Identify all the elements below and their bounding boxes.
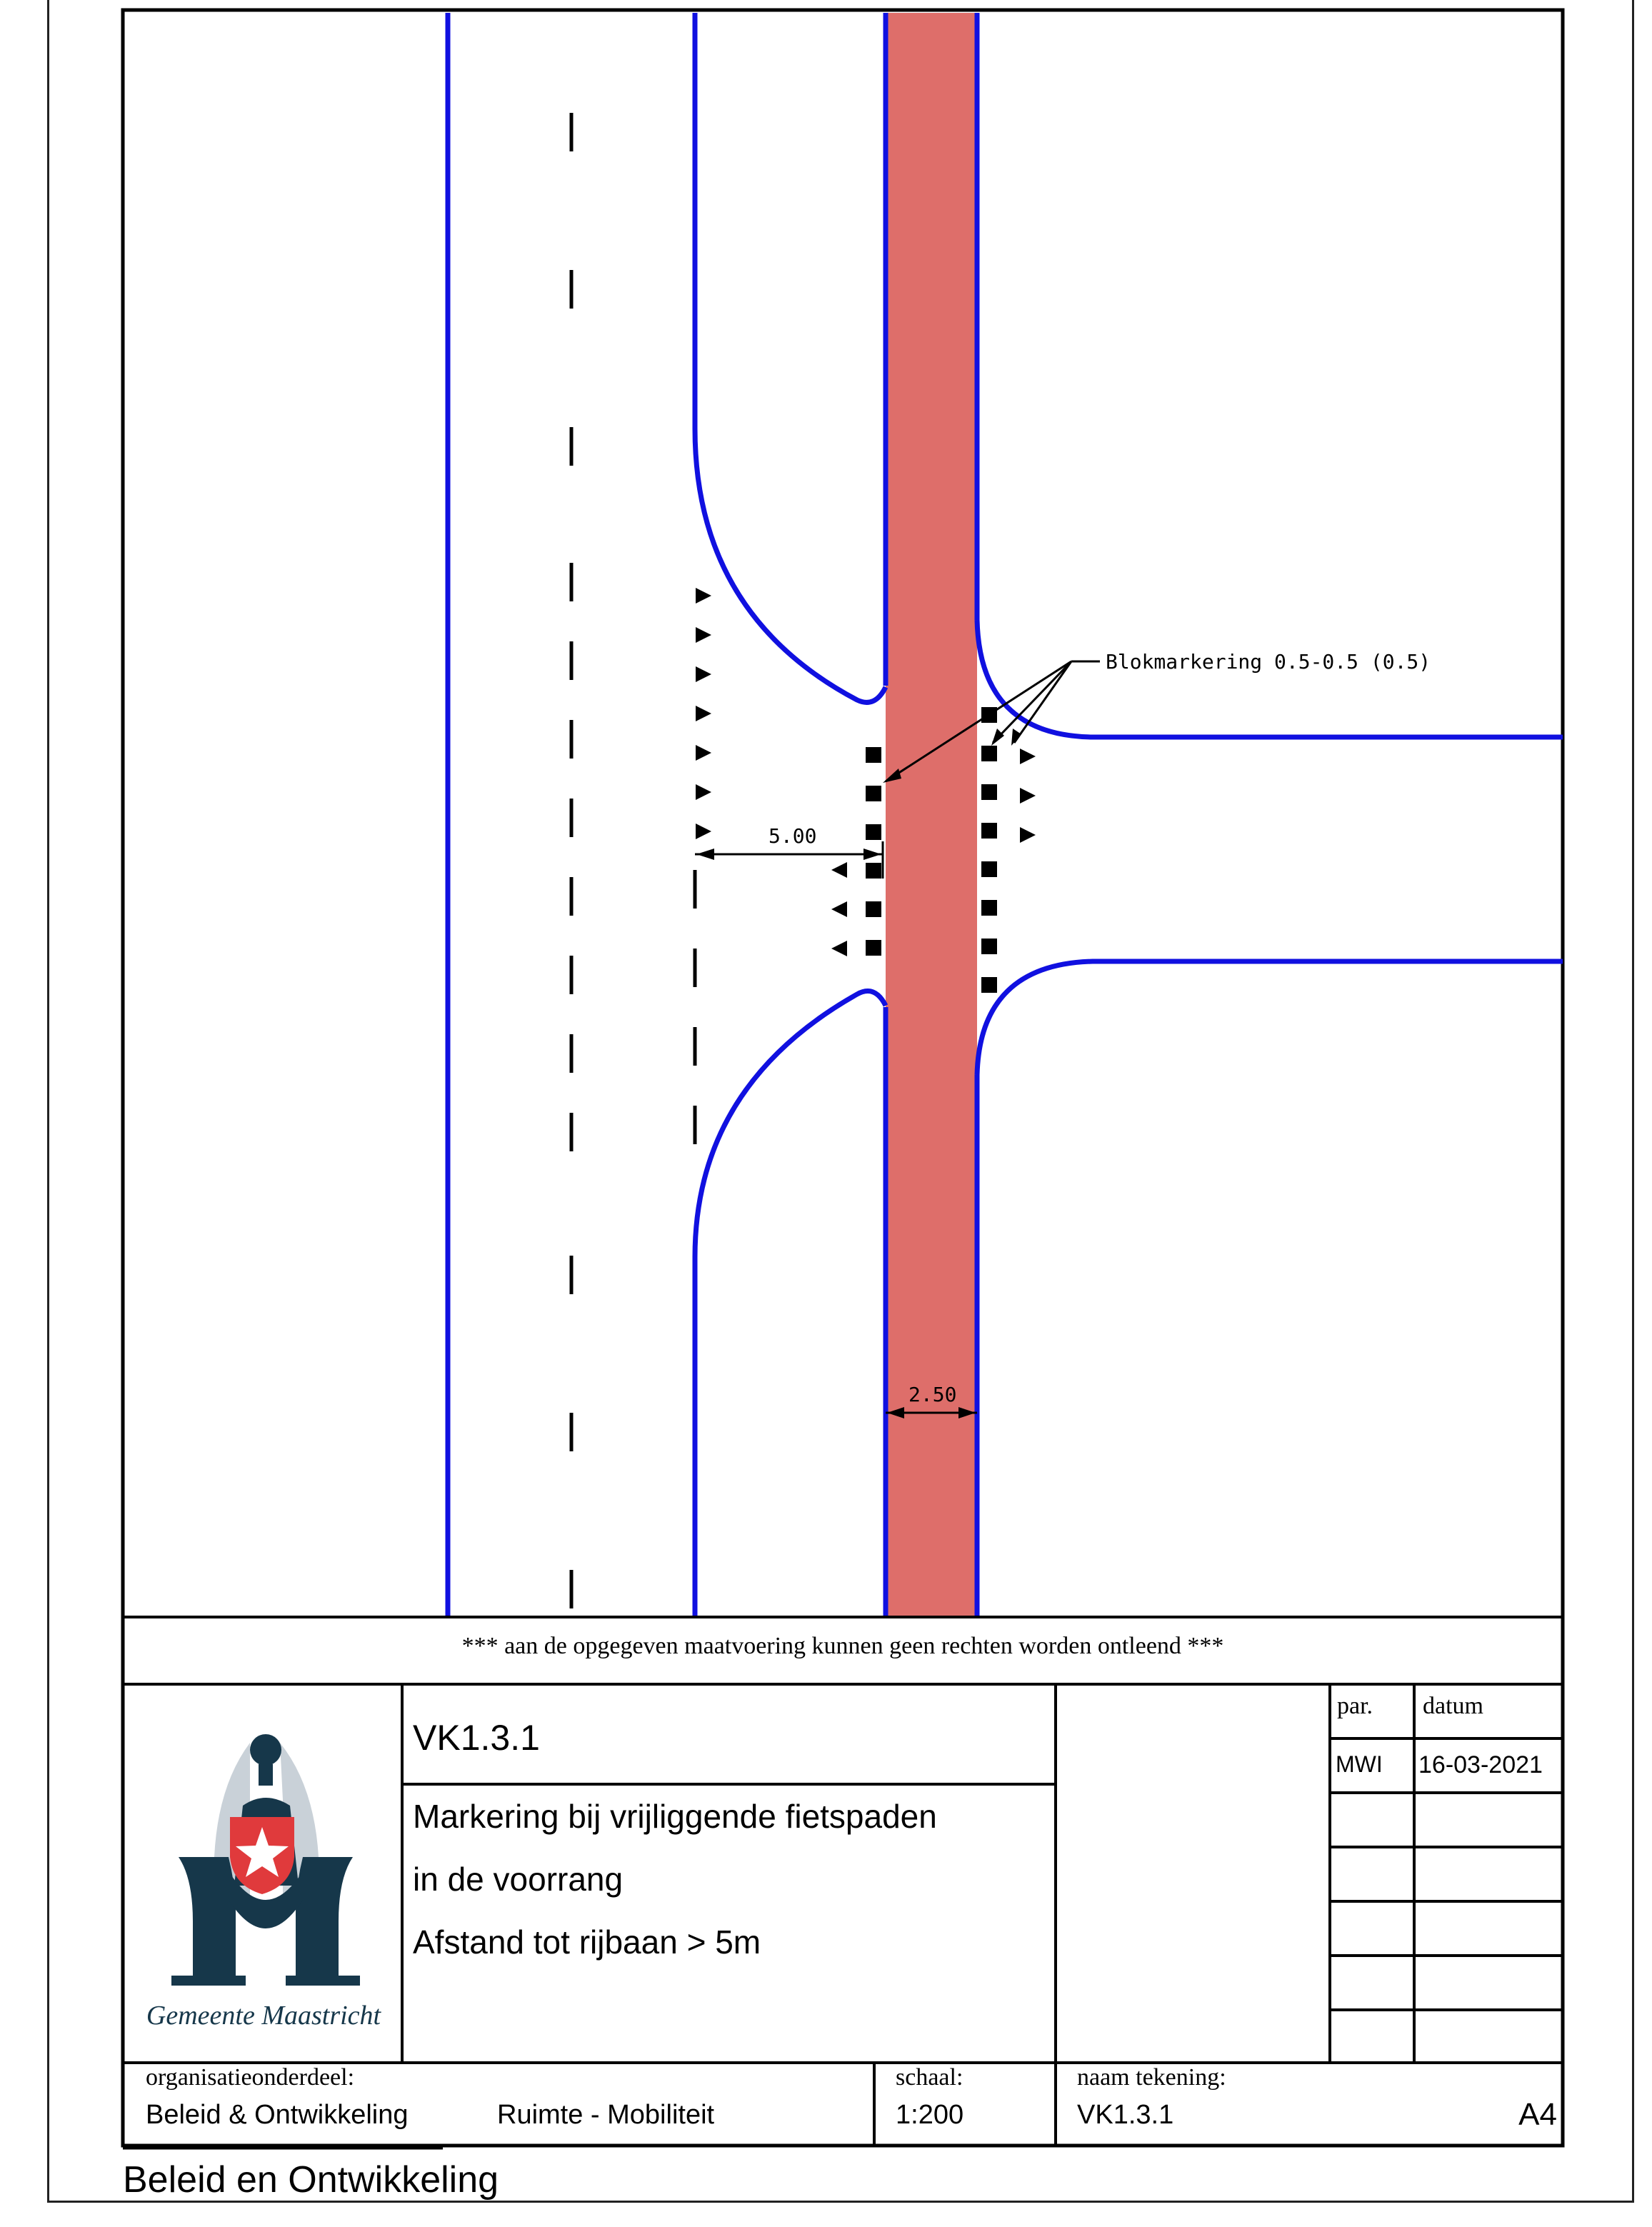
- description-line-2: in de voorrang: [413, 1861, 624, 1898]
- logo-caption: Gemeente Maastricht: [146, 2001, 381, 2031]
- disclaimer: *** aan de opgegeven maatvoering kunnen geen rechten worden ontleend ***: [461, 1633, 1224, 1659]
- scale-label: schaal:: [896, 2064, 963, 2091]
- revision-datum-value: 16-03-2021: [1418, 1751, 1543, 1778]
- annotation-label: Blokmarkering 0.5-0.5 (0.5): [1106, 650, 1431, 674]
- drawing-code: VK1.3.1: [413, 1718, 540, 1758]
- dimension-distance-arrow-right: [863, 849, 881, 860]
- name-label: naam tekening:: [1077, 2064, 1226, 2091]
- maastricht-angel-logo: [171, 1734, 360, 1986]
- revision-header-par: par.: [1337, 1693, 1373, 1719]
- dimension-distance-label: 5.00: [769, 824, 817, 848]
- cycle-path: [886, 13, 977, 1617]
- block-marking-right: [981, 707, 997, 993]
- shark-teeth-side-road: [1020, 749, 1036, 843]
- name-value: VK1.3.1: [1077, 2100, 1174, 2130]
- dimension-distance-arrow-left: [696, 849, 714, 860]
- scale-value: 1:200: [896, 2100, 964, 2130]
- curb-lines: [448, 13, 1563, 1617]
- paper-size: A4: [1518, 2097, 1557, 2132]
- description-line-1: Markering bij vrijliggende fietspaden: [413, 1798, 937, 1835]
- revision-par-value: MWI: [1336, 1751, 1383, 1777]
- dimension-width-label: 2.50: [908, 1383, 957, 1406]
- org-value-1: Beleid & Ontwikkeling: [146, 2100, 409, 2130]
- page-footer: Beleid en Ontwikkeling: [123, 2159, 499, 2201]
- shark-teeth-right: [696, 588, 711, 839]
- org-label: organisatieonderdeel:: [146, 2064, 355, 2091]
- org-value-2: Ruimte - Mobiliteit: [497, 2100, 715, 2130]
- description-line-3: Afstand tot rijbaan > 5m: [413, 1923, 761, 1961]
- shark-teeth-left: [831, 862, 847, 956]
- revision-header-datum: datum: [1423, 1693, 1483, 1719]
